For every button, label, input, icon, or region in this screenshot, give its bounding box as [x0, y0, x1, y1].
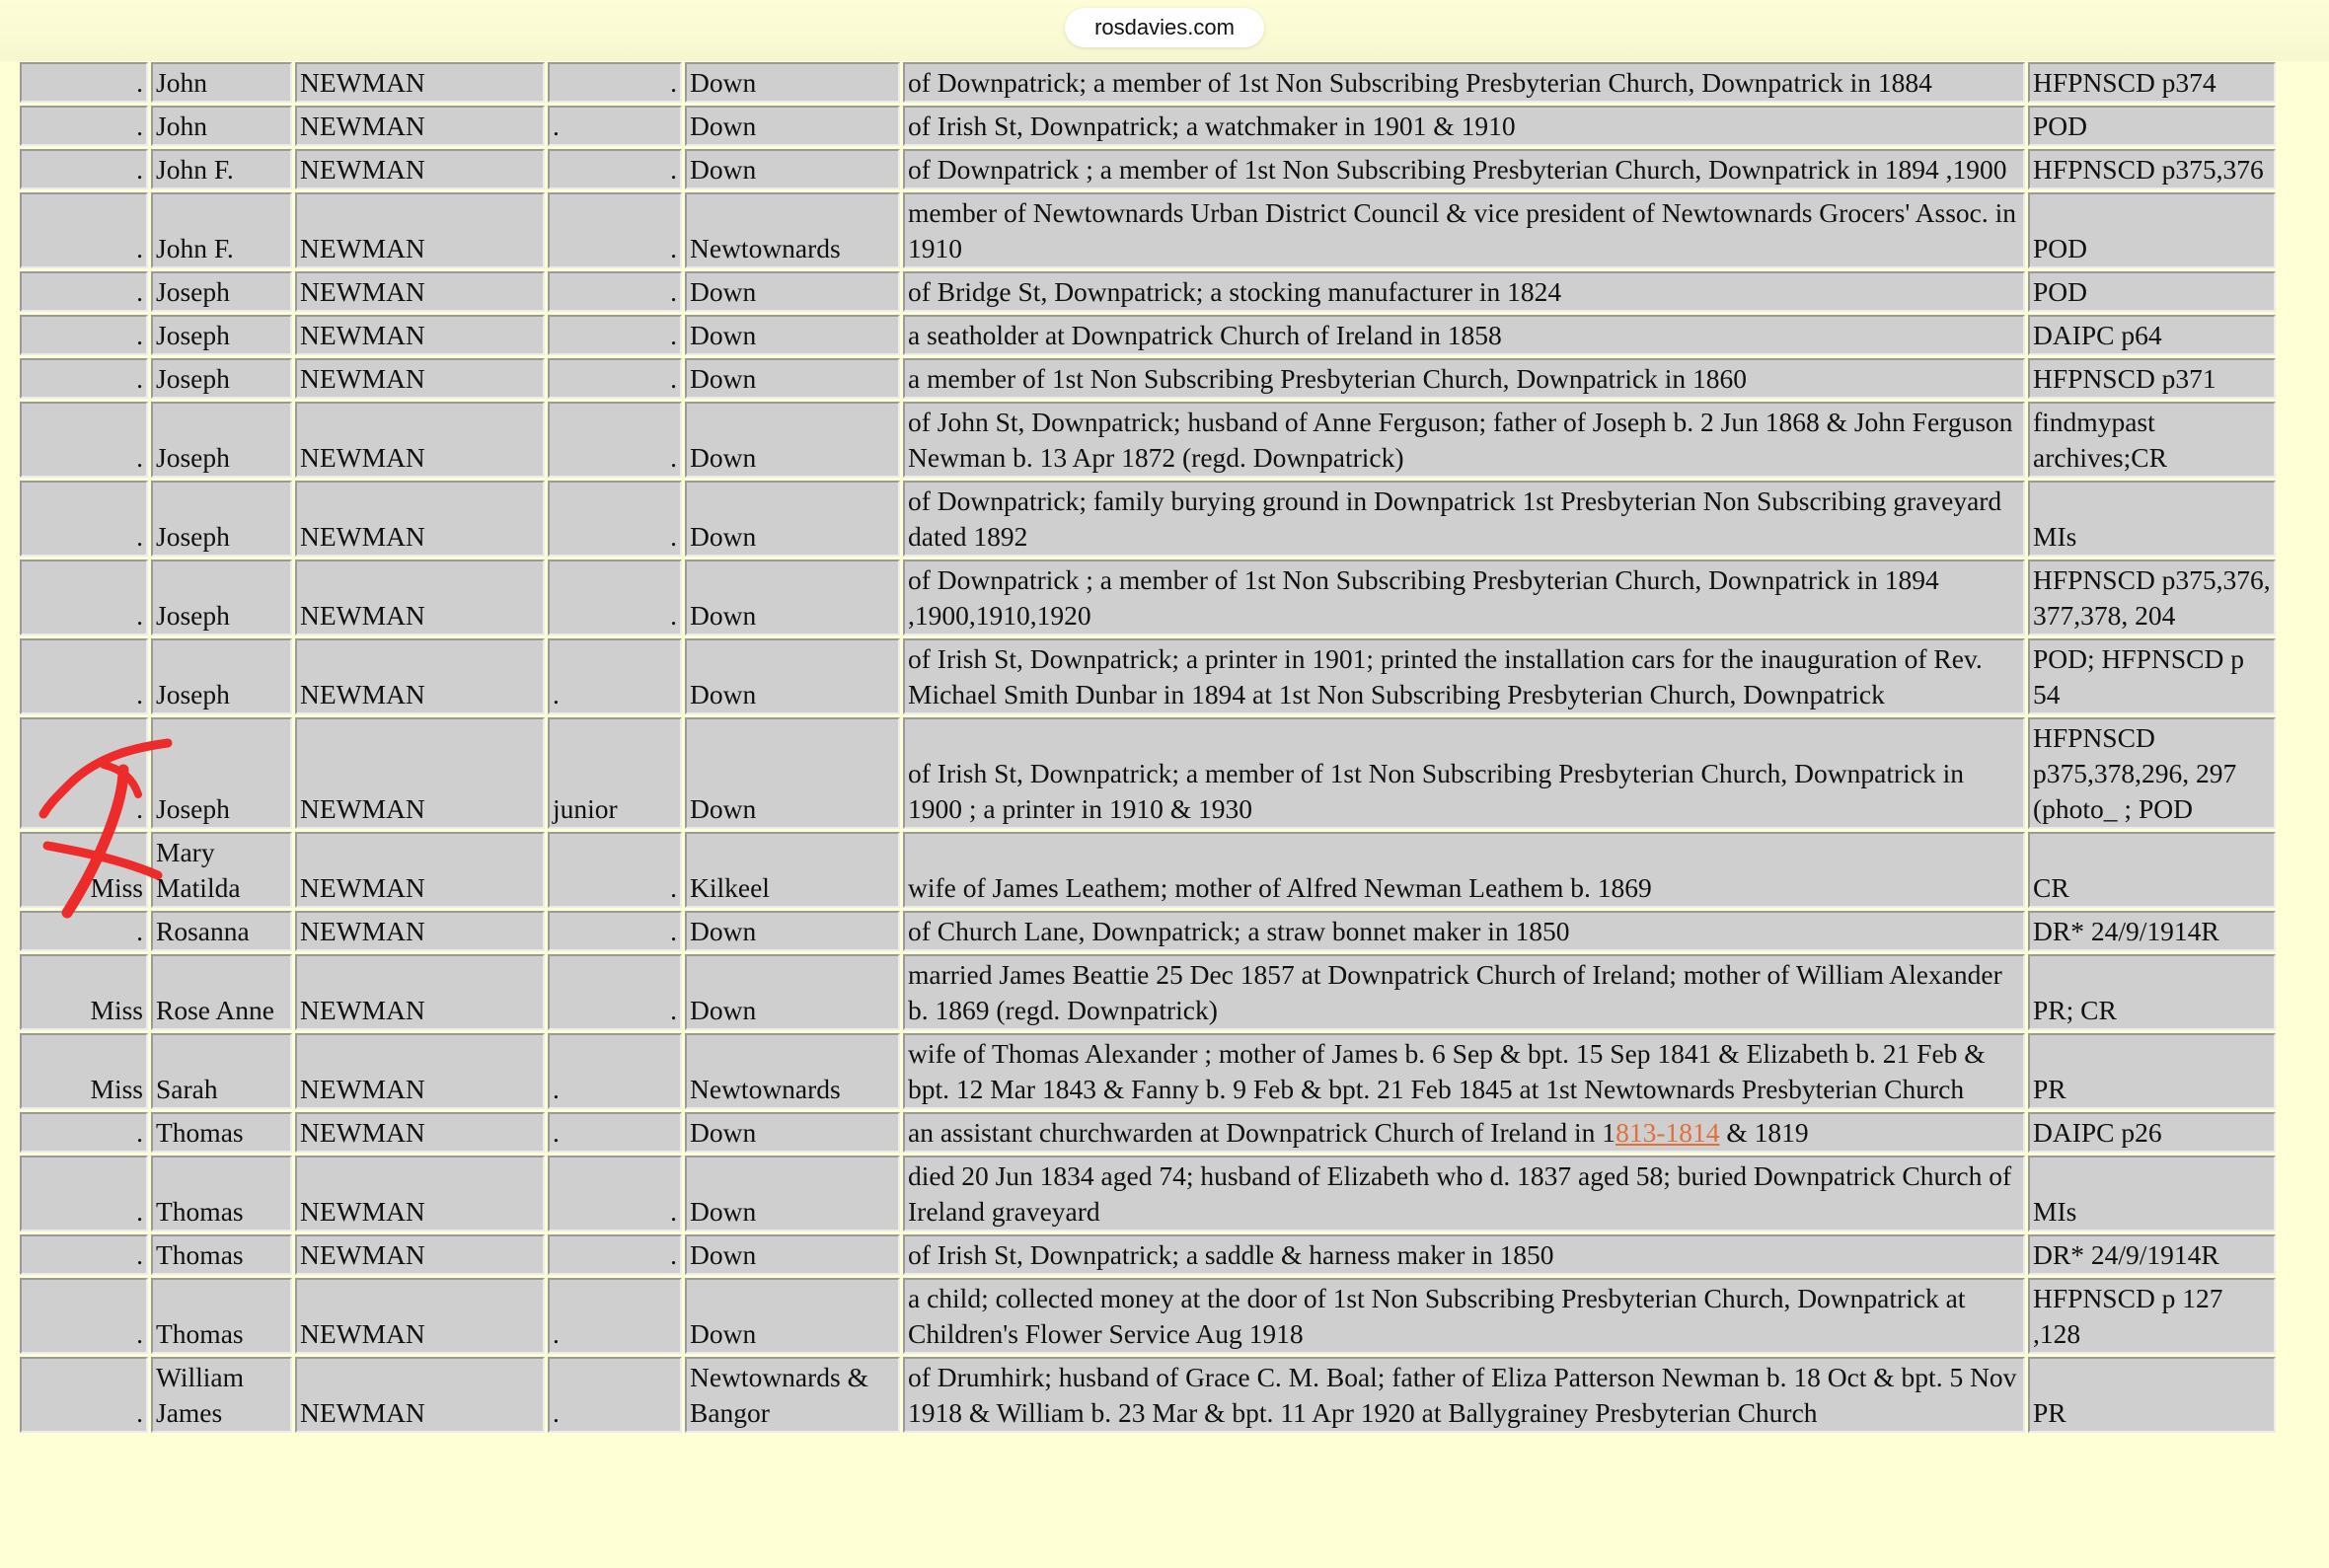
cell-source: HFPNSCD p375,376 [2028, 149, 2276, 189]
cell-suffix: . [548, 638, 682, 714]
cell-source: DR* 24/9/1914R [2028, 1234, 2276, 1275]
table-row [20, 1033, 2276, 1109]
cell-surname: NEWMAN [295, 62, 545, 103]
cell-first-name: John [151, 62, 292, 103]
cell-source: PR; CR [2028, 954, 2276, 1030]
cell-source: POD [2028, 192, 2276, 268]
cell-first-name: John F. [151, 149, 292, 189]
cell-details: of Church Lane, Downpatrick; a straw bonnet maker in 1850 [903, 911, 2025, 951]
cell-place: Down [685, 62, 900, 103]
table-row [20, 954, 2276, 1030]
cell-first-name: John [151, 106, 292, 146]
cell-first-name: Joseph [151, 402, 292, 478]
cell-details: a member of 1st Non Subscribing Presbyterian Church, Downpatrick in 1860 [903, 358, 2025, 399]
cell-place: Newtownards [685, 1033, 900, 1109]
cell-details: of Downpatrick; a member of 1st Non Subscribing Presbyterian Church, Downpatrick in 1884 [903, 62, 2025, 103]
cell-suffix: . [548, 1033, 682, 1109]
cell-place: Down [685, 315, 900, 355]
cell-place: Down [685, 638, 900, 714]
cell-surname: NEWMAN [295, 1357, 545, 1433]
cell-place: Newtownards [685, 192, 900, 268]
records-table-container[interactable] [17, 59, 2279, 1568]
records-table [17, 59, 2279, 1436]
cell-suffix: . [548, 1234, 682, 1275]
cell-title: . [20, 192, 148, 268]
cell-source: HFPNSCD p374 [2028, 62, 2276, 103]
table-row [20, 358, 2276, 399]
details-text: & 1819 [1719, 1117, 1809, 1148]
table-row [20, 832, 2276, 908]
cell-source: PR [2028, 1357, 2276, 1433]
cell-suffix: junior [548, 717, 682, 829]
table-row [20, 560, 2276, 635]
cell-suffix: . [548, 832, 682, 908]
cell-source: HFPNSCD p 127 ,128 [2028, 1278, 2276, 1354]
cell-details: of Irish St, Downpatrick; a printer in 1901; printed the installation cars for the inauguration of Rev. Michael Smith Dunbar in 1894 at 1st Non Subscribing Presbyterian Church, Downpatrick [903, 638, 2025, 714]
cell-place: Down [685, 911, 900, 951]
cell-surname: NEWMAN [295, 106, 545, 146]
cell-first-name: Rose Anne [151, 954, 292, 1030]
cell-details [903, 1112, 2025, 1153]
cell-title: Miss [20, 1033, 148, 1109]
cell-title: . [20, 358, 148, 399]
cell-title: . [20, 481, 148, 557]
cell-title: . [20, 402, 148, 478]
cell-first-name: Thomas [151, 1278, 292, 1354]
table-row [20, 192, 2276, 268]
cell-place: Down [685, 149, 900, 189]
cell-details: of Bridge St, Downpatrick; a stocking manufacturer in 1824 [903, 271, 2025, 312]
cell-place: Newtownards & Bangor [685, 1357, 900, 1433]
cell-surname: NEWMAN [295, 1033, 545, 1109]
cell-first-name: Joseph [151, 358, 292, 399]
cell-details: of Drumhirk; husband of Grace C. M. Boal; father of Eliza Patterson Newman b. 18 Oct & bpt. 5 Nov 1918 & William b. 23 Mar & bpt. 11 Apr 1920 at Ballygrainey Presbyterian Church [903, 1357, 2025, 1433]
cell-place: Down [685, 271, 900, 312]
cell-details: died 20 Jun 1834 aged 74; husband of Elizabeth who d. 1837 aged 58; buried Downpatrick Church of Ireland graveyard [903, 1156, 2025, 1232]
year-link[interactable]: 813-1814 [1615, 1117, 1720, 1148]
cell-first-name: William James [151, 1357, 292, 1433]
cell-first-name: Joseph [151, 481, 292, 557]
cell-suffix: . [548, 1278, 682, 1354]
cell-title: . [20, 1234, 148, 1275]
cell-first-name: Thomas [151, 1156, 292, 1232]
cell-source: PR [2028, 1033, 2276, 1109]
cell-source: POD; HFPNSCD p 54 [2028, 638, 2276, 714]
table-row [20, 1234, 2276, 1275]
cell-suffix: . [548, 106, 682, 146]
cell-place: Down [685, 1156, 900, 1232]
browser-top-bar [0, 0, 2329, 61]
details-text: an assistant churchwarden at Downpatrick Church of Ireland in 1 [908, 1117, 1616, 1148]
cell-source: MIs [2028, 481, 2276, 557]
cell-surname: NEWMAN [295, 149, 545, 189]
cell-details: of Irish St, Downpatrick; a saddle & harness maker in 1850 [903, 1234, 2025, 1275]
cell-suffix: . [548, 560, 682, 635]
cell-details: of Downpatrick ; a member of 1st Non Subscribing Presbyterian Church, Downpatrick in 1894 ,1900,1910,1920 [903, 560, 2025, 635]
cell-place: Down [685, 1278, 900, 1354]
cell-source: POD [2028, 271, 2276, 312]
table-row [20, 638, 2276, 714]
cell-surname: NEWMAN [295, 954, 545, 1030]
cell-details: of John St, Downpatrick; husband of Anne Ferguson; father of Joseph b. 2 Jun 1868 & John Ferguson Newman b. 13 Apr 1872 (regd. Downpatrick) [903, 402, 2025, 478]
table-row [20, 911, 2276, 951]
cell-source: HFPNSCD p375,378,296, 297 (photo_ ; POD [2028, 717, 2276, 829]
cell-source: findmypast archives;CR [2028, 402, 2276, 478]
cell-surname: NEWMAN [295, 1234, 545, 1275]
cell-title: . [20, 106, 148, 146]
cell-details: of Downpatrick; family burying ground in Downpatrick 1st Presbyterian Non Subscribing graveyard dated 1892 [903, 481, 2025, 557]
cell-title: . [20, 62, 148, 103]
cell-details: wife of Thomas Alexander ; mother of James b. 6 Sep & bpt. 15 Sep 1841 & Elizabeth b. 21 Feb & bpt. 12 Mar 1843 & Fanny b. 9 Feb & bpt. 21 Feb 1845 at 1st Newtownards Presbyterian Church [903, 1033, 2025, 1109]
cell-surname: NEWMAN [295, 1278, 545, 1354]
cell-title: . [20, 911, 148, 951]
cell-title: . [20, 717, 148, 829]
cell-surname: NEWMAN [295, 481, 545, 557]
cell-first-name: John F. [151, 192, 292, 268]
table-row [20, 1278, 2276, 1354]
table-row [20, 402, 2276, 478]
cell-details: a seatholder at Downpatrick Church of Ireland in 1858 [903, 315, 2025, 355]
cell-place: Down [685, 358, 900, 399]
cell-first-name: Rosanna [151, 911, 292, 951]
cell-details: a child; collected money at the door of 1st Non Subscribing Presbyterian Church, Downpatrick at Children's Flower Service Aug 1918 [903, 1278, 2025, 1354]
cell-first-name: Thomas [151, 1112, 292, 1153]
cell-place: Down [685, 1112, 900, 1153]
table-row [20, 1357, 2276, 1433]
cell-details: member of Newtownards Urban District Council & vice president of Newtownards Grocers' Assoc. in 1910 [903, 192, 2025, 268]
cell-title: . [20, 1112, 148, 1153]
cell-surname: NEWMAN [295, 911, 545, 951]
cell-surname: NEWMAN [295, 402, 545, 478]
cell-title: . [20, 560, 148, 635]
cell-surname: NEWMAN [295, 1156, 545, 1232]
cell-surname: NEWMAN [295, 271, 545, 312]
cell-details: of Downpatrick ; a member of 1st Non Subscribing Presbyterian Church, Downpatrick in 1894 ,1900 [903, 149, 2025, 189]
cell-first-name: Joseph [151, 717, 292, 829]
cell-first-name: Sarah [151, 1033, 292, 1109]
cell-title: . [20, 271, 148, 312]
cell-details: of Irish St, Downpatrick; a member of 1st Non Subscribing Presbyterian Church, Downpatrick in 1900 ; a printer in 1910 & 1930 [903, 717, 2025, 829]
cell-surname: NEWMAN [295, 560, 545, 635]
cell-suffix: . [548, 911, 682, 951]
cell-surname: NEWMAN [295, 315, 545, 355]
cell-source: POD [2028, 106, 2276, 146]
cell-first-name: Thomas [151, 1234, 292, 1275]
cell-surname: NEWMAN [295, 1112, 545, 1153]
cell-title: Miss [20, 832, 148, 908]
cell-source: DAIPC p26 [2028, 1112, 2276, 1153]
table-row [20, 481, 2276, 557]
cell-first-name: Joseph [151, 271, 292, 312]
cell-details: married James Beattie 25 Dec 1857 at Downpatrick Church of Ireland; mother of William Alexander b. 1869 (regd. Downpatrick) [903, 954, 2025, 1030]
table-row [20, 1112, 2276, 1153]
url-pill[interactable]: rosdavies.com [1065, 8, 1264, 47]
table-row [20, 1156, 2276, 1232]
cell-suffix: . [548, 954, 682, 1030]
table-row [20, 315, 2276, 355]
cell-source: MIs [2028, 1156, 2276, 1232]
cell-first-name: Mary Matilda [151, 832, 292, 908]
cell-title: . [20, 1156, 148, 1232]
cell-place: Down [685, 560, 900, 635]
cell-place: Down [685, 1234, 900, 1275]
cell-title: . [20, 1357, 148, 1433]
cell-place: Kilkeel [685, 832, 900, 908]
cell-first-name: Joseph [151, 638, 292, 714]
cell-suffix: . [548, 315, 682, 355]
cell-title: Miss [20, 954, 148, 1030]
table-row [20, 62, 2276, 103]
cell-suffix: . [548, 402, 682, 478]
cell-suffix: . [548, 271, 682, 312]
cell-place: Down [685, 481, 900, 557]
cell-suffix: . [548, 1156, 682, 1232]
cell-first-name: Joseph [151, 560, 292, 635]
cell-surname: NEWMAN [295, 832, 545, 908]
cell-place: Down [685, 402, 900, 478]
cell-suffix: . [548, 192, 682, 268]
cell-surname: NEWMAN [295, 638, 545, 714]
cell-source: CR [2028, 832, 2276, 908]
cell-suffix: . [548, 481, 682, 557]
cell-surname: NEWMAN [295, 717, 545, 829]
table-row [20, 717, 2276, 829]
cell-suffix: . [548, 1112, 682, 1153]
cell-source: DR* 24/9/1914R [2028, 911, 2276, 951]
cell-surname: NEWMAN [295, 358, 545, 399]
cell-suffix: . [548, 1357, 682, 1433]
cell-place: Down [685, 717, 900, 829]
cell-first-name: Joseph [151, 315, 292, 355]
cell-suffix: . [548, 149, 682, 189]
cell-title: . [20, 1278, 148, 1354]
cell-surname: NEWMAN [295, 192, 545, 268]
table-row [20, 271, 2276, 312]
cell-title: . [20, 315, 148, 355]
cell-source: HFPNSCD p375,376, 377,378, 204 [2028, 560, 2276, 635]
cell-title: . [20, 638, 148, 714]
table-row [20, 149, 2276, 189]
table-row [20, 106, 2276, 146]
cell-place: Down [685, 954, 900, 1030]
cell-suffix: . [548, 358, 682, 399]
cell-place: Down [685, 106, 900, 146]
cell-details: of Irish St, Downpatrick; a watchmaker in 1901 & 1910 [903, 106, 2025, 146]
cell-details: wife of James Leathem; mother of Alfred Newman Leathem b. 1869 [903, 832, 2025, 908]
cell-title: . [20, 149, 148, 189]
cell-suffix: . [548, 62, 682, 103]
cell-source: HFPNSCD p371 [2028, 358, 2276, 399]
cell-source: DAIPC p64 [2028, 315, 2276, 355]
